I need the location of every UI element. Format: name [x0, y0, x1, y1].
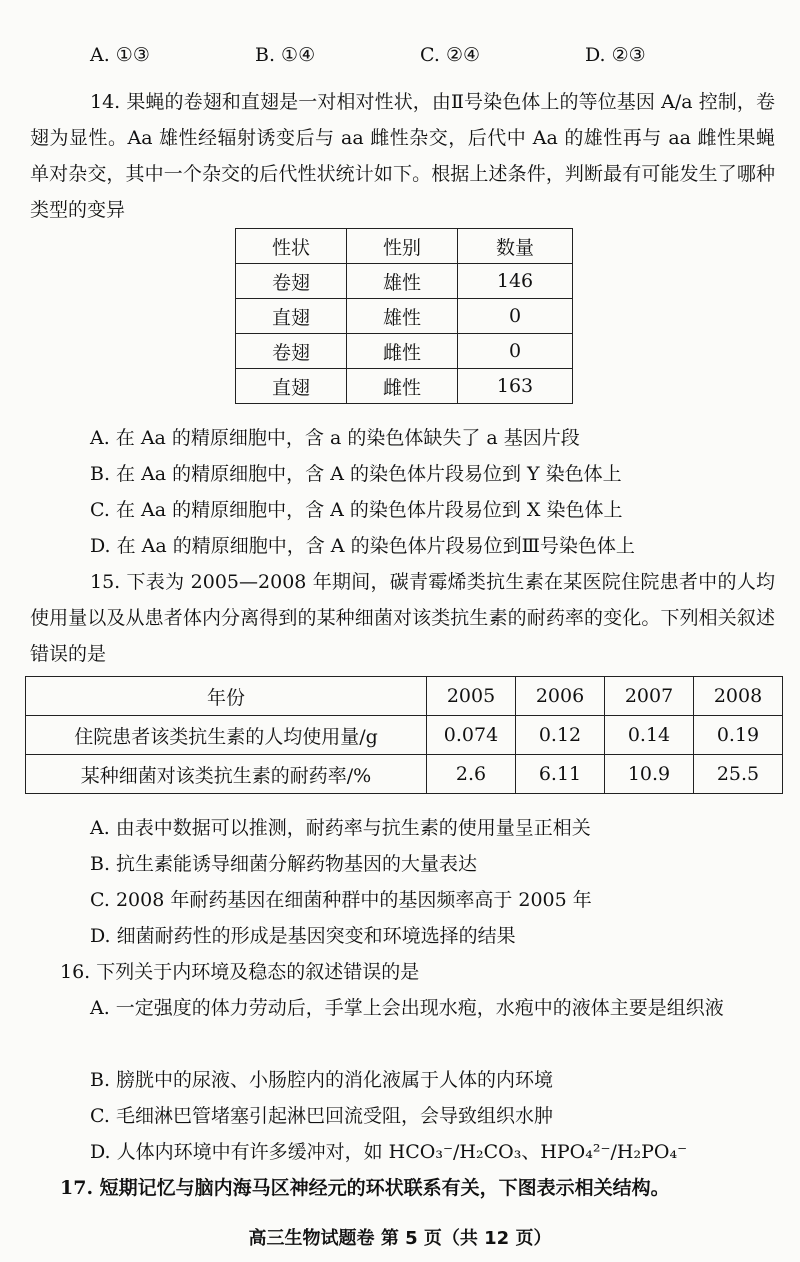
- table-cell: 直翅: [236, 369, 347, 404]
- table-cell: 0: [458, 299, 573, 334]
- q14-option-d: D. 在 Aa 的精原细胞中，含 A 的染色体片段易位到Ⅲ号染色体上: [90, 535, 635, 557]
- q16-stem: 16. 下列关于内环境及稳态的叙述错误的是: [60, 961, 420, 983]
- table-cell: 直翅: [236, 299, 347, 334]
- table-cell: 某种细菌对该类抗生素的耐药率/%: [26, 755, 427, 794]
- q14-option-b: B. 在 Aa 的精原细胞中，含 A 的染色体片段易位到 Y 染色体上: [90, 463, 622, 485]
- table-cell: 0: [458, 334, 573, 369]
- table-header-cell: 性状: [236, 229, 347, 264]
- q15-option-d: D. 细菌耐药性的形成是基因突变和环境选择的结果: [90, 925, 516, 947]
- q13-option-d: D. ②③: [585, 44, 646, 66]
- q15-table: [25, 676, 783, 794]
- q13-options: [90, 44, 750, 66]
- q14-stem: 14. 果蝇的卷翅和直翅是一对相对性状，由Ⅱ号染色体上的等位基因 A/a 控制，卷翅为显性。Aa 雄性经辐射诱变后与 aa 雌性杂交，后代中 Aa 的雄性再与 aa 雌性果蝇单对杂交，其中一个杂交的后代性状统计如下。根据上述条件，判断最有可能发生了哪种类型的变异: [30, 91, 775, 221]
- table-header-cell: 2007: [605, 677, 694, 716]
- table-cell: 雄性: [347, 299, 458, 334]
- q14-option-a: A. 在 Aa 的精原细胞中，含 a 的染色体缺失了 a 基因片段: [90, 427, 580, 449]
- table-row: [236, 369, 573, 404]
- table-cell: 25.5: [694, 755, 783, 794]
- page-footer: 高三生物试题卷 第 5 页（共 12 页）: [248, 1228, 552, 1249]
- table-cell: 163: [458, 369, 573, 404]
- table-row: [26, 716, 783, 755]
- table-cell: 卷翅: [236, 334, 347, 369]
- table-header-cell: 2008: [694, 677, 783, 716]
- table-cell: 2.6: [427, 755, 516, 794]
- table-row: [236, 264, 573, 299]
- table-cell: 146: [458, 264, 573, 299]
- table-cell: 0.19: [694, 716, 783, 755]
- table-header-row: [26, 677, 783, 716]
- table-row: [236, 299, 573, 334]
- table-cell: 10.9: [605, 755, 694, 794]
- q16-option-c: C. 毛细淋巴管堵塞引起淋巴回流受阻，会导致组织水肿: [90, 1105, 553, 1127]
- q13-option-c: C. ②④: [420, 44, 481, 66]
- table-cell: 6.11: [516, 755, 605, 794]
- table-header-cell: 性别: [347, 229, 458, 264]
- q15-option-b: B. 抗生素能诱导细菌分解药物基因的大量表达: [90, 853, 478, 875]
- table-cell: 卷翅: [236, 264, 347, 299]
- q13-option-a: A. ①③: [90, 44, 150, 66]
- table-header-cell: 2005: [427, 677, 516, 716]
- q14-option-c: C. 在 Aa 的精原细胞中，含 A 的染色体片段易位到 X 染色体上: [90, 499, 623, 521]
- q15-option-a: A. 由表中数据可以推测，耐药率与抗生素的使用量呈正相关: [90, 817, 591, 839]
- table-header-cell: 数量: [458, 229, 573, 264]
- q14-table: [235, 228, 573, 404]
- q13-option-b: B. ①④: [255, 44, 316, 66]
- q17-stem: 17. 短期记忆与脑内海马区神经元的环状联系有关，下图表示相关结构。: [60, 1177, 670, 1199]
- table-cell: 住院患者该类抗生素的人均使用量/g: [26, 716, 427, 755]
- q15-option-c: C. 2008 年耐药基因在细菌种群中的基因频率高于 2005 年: [90, 889, 592, 911]
- table-header-cell: 年份: [26, 677, 427, 716]
- q16-option-d: D. 人体内环境中有许多缓冲对，如 HCO₃⁻/H₂CO₃、HPO₄²⁻/H₂PO₄⁻: [90, 1141, 688, 1163]
- table-cell: 雌性: [347, 369, 458, 404]
- q15-stem: 15. 下表为 2005—2008 年期间，碳青霉烯类抗生素在某医院住院患者中的人均使用量以及从患者体内分离得到的某种细菌对该类抗生素的耐药率的变化。下列相关叙述错误的是: [30, 571, 775, 665]
- table-row: [236, 334, 573, 369]
- table-row: [26, 755, 783, 794]
- table-header-cell: 2006: [516, 677, 605, 716]
- table-header-row: [236, 229, 573, 264]
- table-cell: 0.12: [516, 716, 605, 755]
- table-cell: 雌性: [347, 334, 458, 369]
- table-cell: 0.074: [427, 716, 516, 755]
- q16-option-a: A. 一定强度的体力劳动后，手掌上会出现水疱，水疱中的液体主要是组织液: [90, 997, 724, 1019]
- table-cell: 0.14: [605, 716, 694, 755]
- q16-option-b: B. 膀胱中的尿液、小肠腔内的消化液属于人体的内环境: [90, 1069, 554, 1091]
- table-cell: 雄性: [347, 264, 458, 299]
